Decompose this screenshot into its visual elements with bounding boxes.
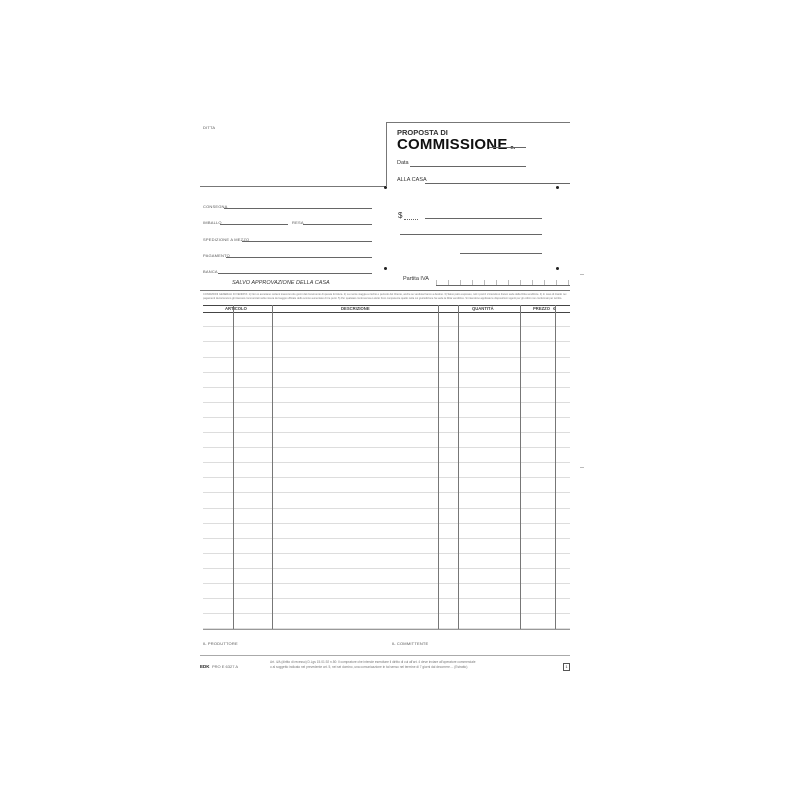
commission-proposal-form — [200, 122, 570, 680]
header-divider — [386, 122, 387, 186]
footer-rule — [200, 655, 570, 656]
resa-label: RESA — [292, 220, 304, 225]
header-top-rule — [386, 122, 570, 123]
consegna-label: CONSEGNA — [203, 204, 228, 209]
page-number: 1 — [563, 663, 570, 671]
data-label: Data — [397, 160, 409, 166]
alla-casa-field[interactable] — [425, 183, 570, 184]
signature-committente: IL COMMITTENTE — [392, 641, 429, 646]
address-line-3[interactable] — [460, 253, 542, 254]
data-field[interactable] — [410, 166, 526, 167]
number-field[interactable] — [489, 147, 526, 148]
title-big — [397, 136, 515, 153]
footer-note — [270, 660, 476, 669]
col-divider — [520, 305, 521, 629]
col-divider — [438, 305, 439, 629]
col-prezzo-label: PREZZO — [533, 306, 550, 311]
spedizione-label: SPEDIZIONE A MEZZO — [203, 237, 250, 242]
amount-field[interactable] — [404, 219, 418, 220]
banca-label: BANCA — [203, 269, 218, 274]
col-articolo: ARTICOLO — [225, 306, 247, 311]
col-divider — [555, 305, 556, 629]
corner-dot — [556, 267, 559, 270]
ditta-bottom-rule — [200, 186, 386, 187]
banca-field[interactable] — [218, 273, 372, 274]
conditions-text: CONDIZIONI GENERALI DI VENDITA: 1) Non si accettano reclami trascorsi otto giorni dal ricevimento di questa fornitura. 2) La merce viaggia a rischio e pericolo del Cliente, anche se venduta franco a destino. 3) Salvo patto espresso, tutti i prezzi s'intendono franco sede della Ditta venditrice. 4) In caso di ritardo nei pagamenti decorreranno gli interessi commerciali nella misura del saggio ufficiale dello sconto aumentato di tre punti. 5) Per qualsiasi controversia è eletto Foro competente quello nella cui giurisdizione ha sede la Ditta venditrice. Si intendono applicate le disposizioni vigenti per gli ordini non confermati per iscritto. — [203, 293, 567, 300]
corner-dot — [384, 267, 387, 270]
number-label: n. — [510, 145, 516, 151]
address-line-2[interactable] — [400, 234, 542, 235]
col-prezzo-unit: € — [553, 306, 556, 311]
signature-produttore: IL PRODUTTORE — [203, 641, 238, 646]
corner-dot — [556, 186, 559, 189]
currency-symbol: $ — [398, 211, 403, 220]
ditta-label: DITTA — [203, 125, 216, 130]
col-quantita: QUANTITÀ — [472, 306, 494, 311]
consegna-field[interactable] — [224, 208, 372, 209]
fold-mark — [580, 467, 584, 468]
col-divider — [458, 305, 459, 629]
pagamento-label: PAGAMENTO — [203, 253, 230, 258]
table-rows — [203, 312, 570, 630]
address-line-1[interactable] — [425, 218, 542, 219]
alla-casa-label: ALLA CASA — [397, 177, 427, 183]
fold-mark — [580, 274, 584, 275]
partita-iva-boxes[interactable] — [436, 280, 570, 286]
footer-note-line-2: o al soggetto indicato nel prevedente art. 5, nei sei domino, una comunicazione in tal senso nel termine di 7 giorni dal decorrere.... (Estratto) — [270, 664, 468, 669]
spedizione-field[interactable] — [242, 241, 372, 242]
imballo-label: IMBALLO — [203, 220, 222, 225]
resa-field[interactable] — [303, 224, 372, 225]
footer-note-line-1: Art. 4/A (diritto di recesso) D.Lgs 15.01.92 n.50: Il compratore che intende esercitare il diritto di cui all'art. 4 deve inviare all'operatore commerciale — [270, 660, 476, 664]
brand-logo: EDK — [200, 664, 210, 669]
partita-iva-label: Partita IVA — [403, 276, 429, 282]
pagamento-field[interactable] — [226, 257, 372, 258]
col-divider — [272, 305, 273, 629]
conditions-top-rule — [200, 290, 570, 291]
form-code: PRO E 6327 A — [212, 664, 239, 669]
corner-dot — [384, 186, 387, 189]
salvo-approvazione: SALVO APPROVAZIONE DELLA CASA — [232, 280, 330, 286]
imballo-field[interactable] — [220, 224, 288, 225]
title-small: PROPOSTA DI — [397, 128, 448, 137]
items-table — [203, 305, 570, 635]
col-descrizione: DESCRIZIONE — [341, 306, 370, 311]
title-big-text: COMMISSIONE — [397, 136, 508, 153]
col-prezzo — [533, 306, 556, 311]
col-divider — [233, 305, 234, 629]
